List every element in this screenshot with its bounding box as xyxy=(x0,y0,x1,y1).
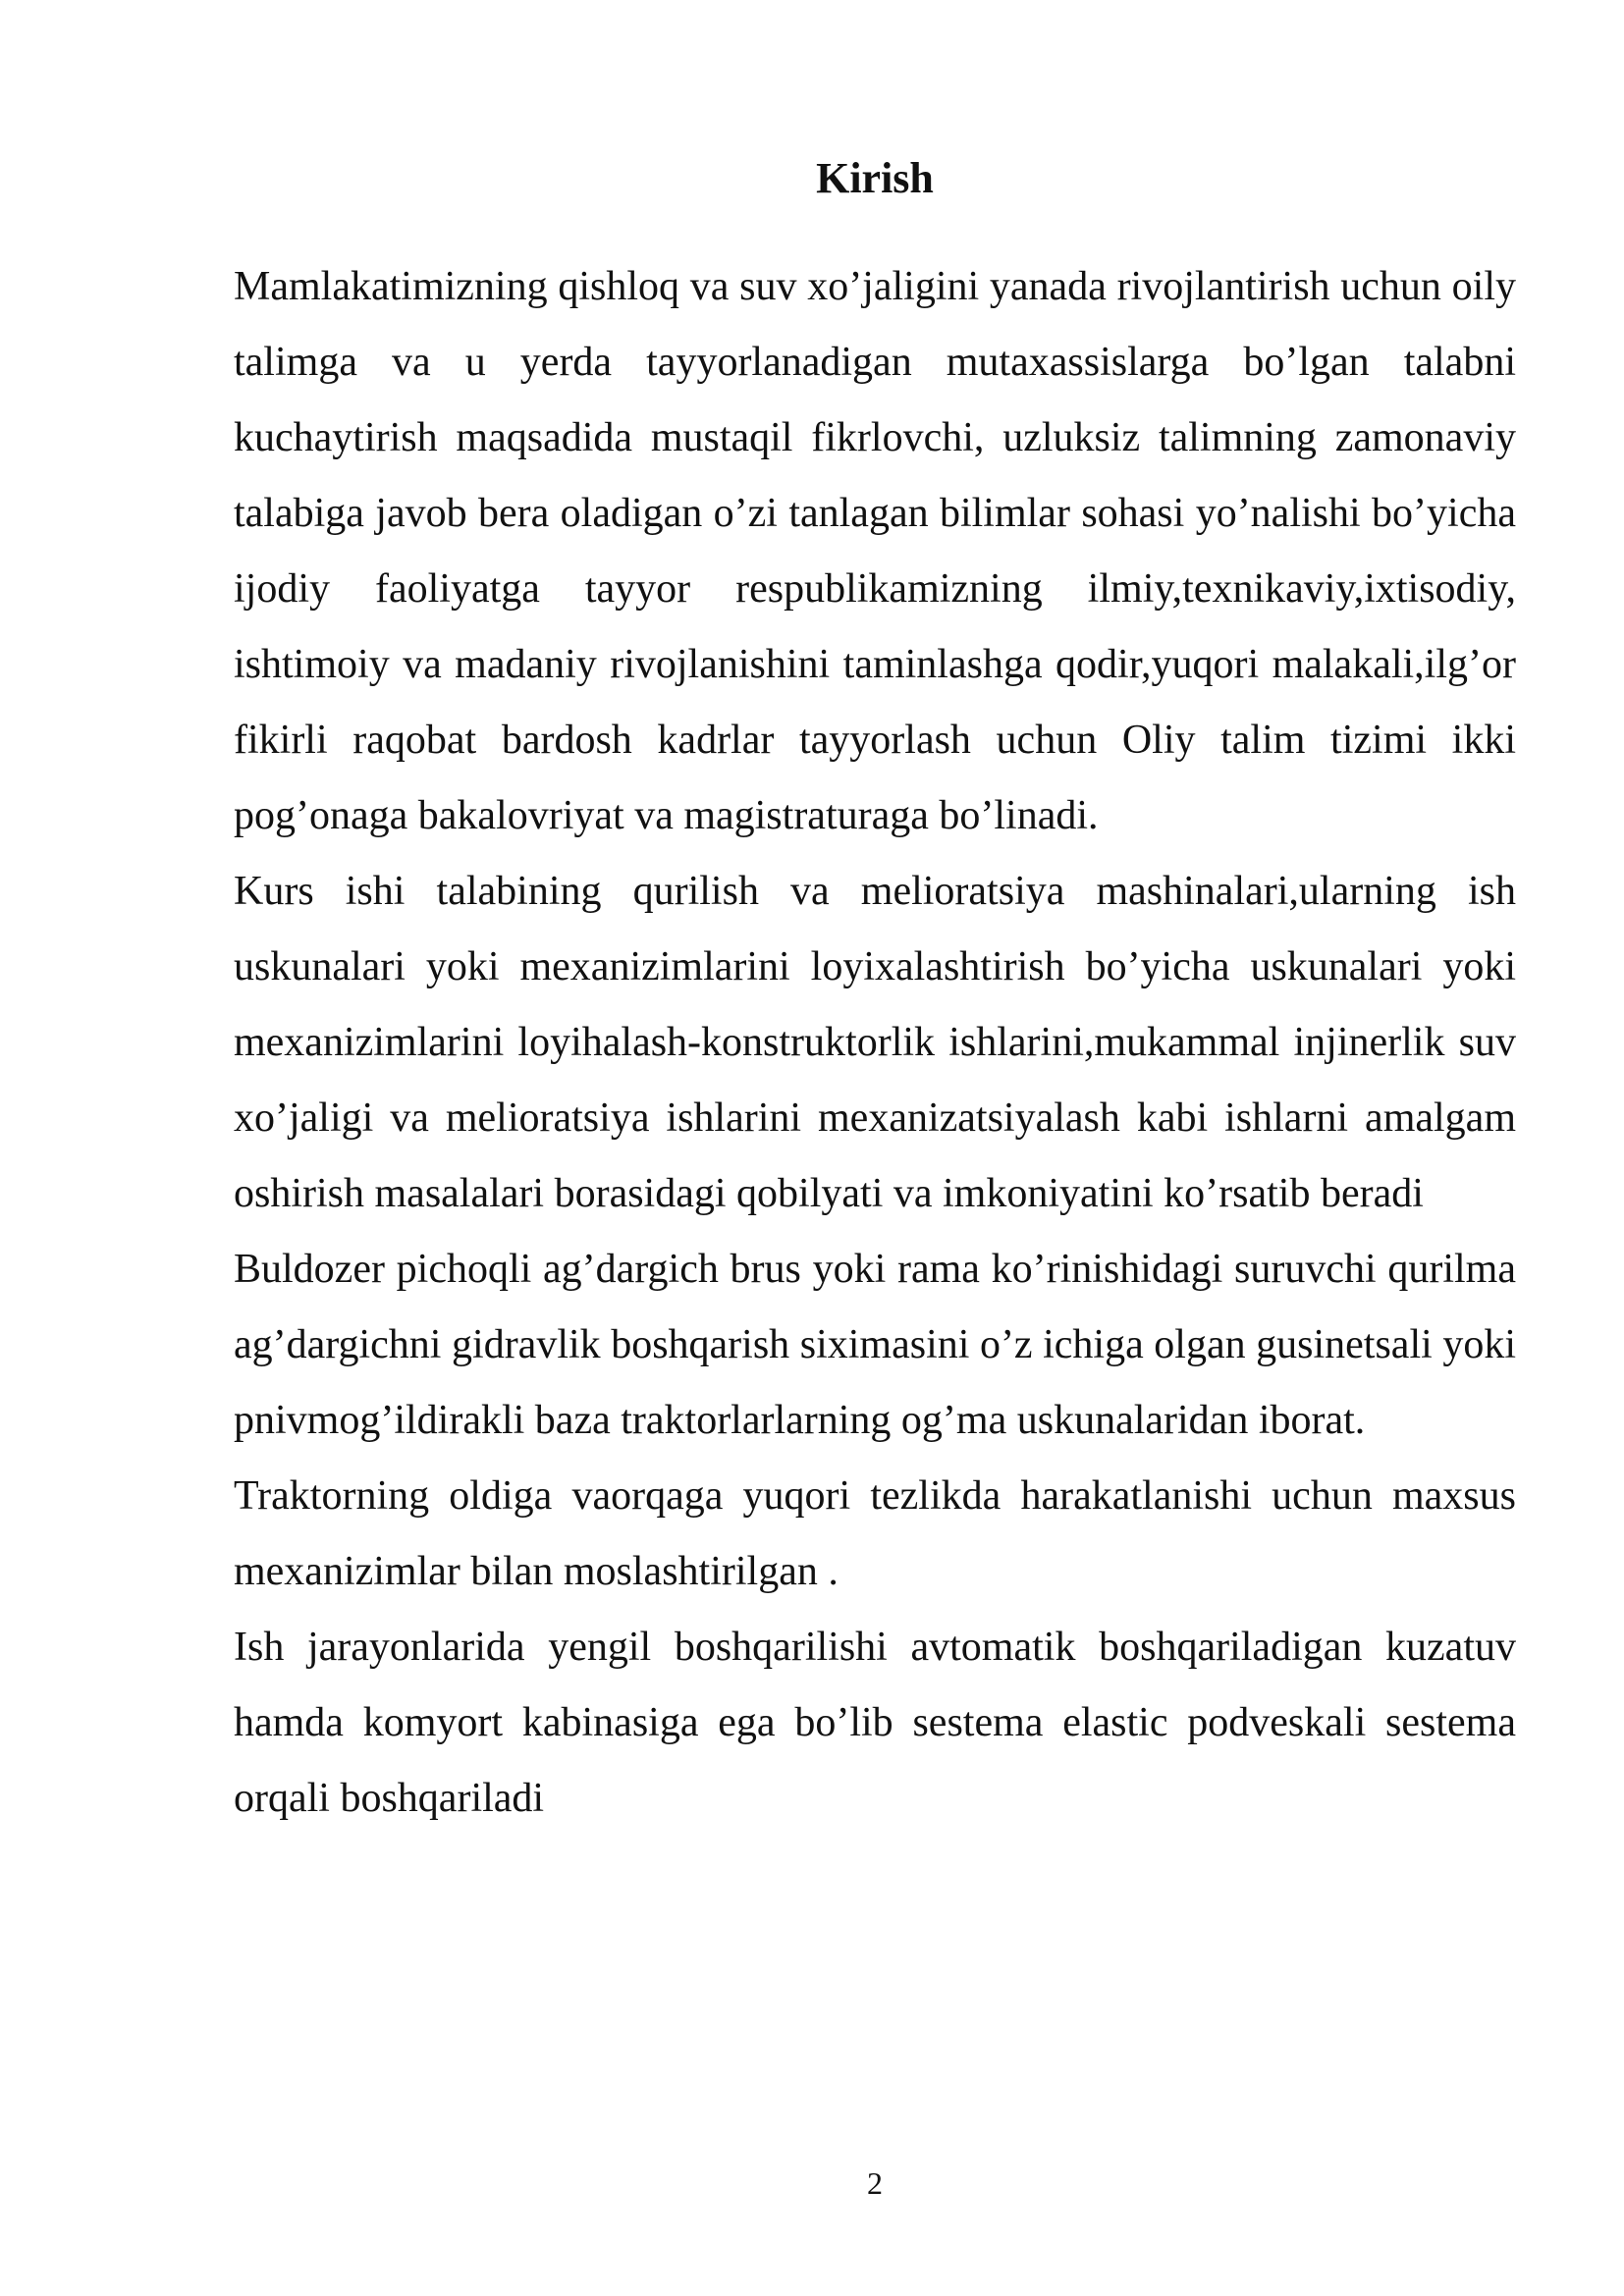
paragraph: Ish jarayonlarida yengil boshqarilishi avtomatik boshqariladigan kuzatuv hamda komyort kabinasiga ega bo’lib sestema elastic podveskali sestema orqali boshqariladi xyxy=(234,1625,1516,1821)
paragraph: Traktorning oldiga vaorqaga yuqori tezlikda harakatlanishi uchun maxsus mexanizimlar bilan moslashtirilgan . xyxy=(234,1473,1516,1594)
body-text xyxy=(234,249,1516,1837)
page-number: 2 xyxy=(867,2165,883,2201)
paragraph: Mamlakatimizning qishloq va suv xo’jaligini yanada rivojlantirish uchun oily talimga va u yerda tayyorlanadigan mutaxassislarga bo’lgan talabni kuchaytirish maqsadida mustaqil fikrlovchi, uzluksiz talimning zamonaviy talabiga javob bera oladigan o’zi tanlagan bilimlar sohasi yo’nalishi bo’yicha ijodiy faoliyatga tayyor respublikamizning ilmiy,texnikaviy,ixtisodiy, ishtimoiy va madaniy rivojlanishini taminlashga qodir,yuqori malakali,ilg’or fikirli raqobat bardosh kadrlar tayyorlash uchun Oliy talim tizimi ikki pog’onaga bakalovriyat va magistraturaga bo’linadi. xyxy=(234,264,1516,838)
paragraph: Kurs ishi talabining qurilish va melioratsiya mashinalari,ularning ish uskunalari yoki mexanizimlarini loyixalashtirish bo’yicha uskunalari yoki mexanizimlarini loyihalash-konstruktorlik ishlarini,mukammal injinerlik suv xo’jaligi va melioratsiya ishlarini mexanizatsiyalash kabi ishlarni amalgam oshirish masalalari borasidagi qobilyati va imkoniyatini ko’rsatib beradi xyxy=(234,869,1516,1216)
paragraph: Buldozer pichoqli ag’dargich brus yoki rama ko’rinishidagi suruvchi qurilma ag’dargichni gidravlik boshqarish siximasini o’z ichiga olgan gusinetsali yoki pnivmog’ildirakli baza traktorlarlarning og’ma uskunalaridan iborat. xyxy=(234,1247,1516,1443)
page-title: Kirish xyxy=(816,154,934,202)
